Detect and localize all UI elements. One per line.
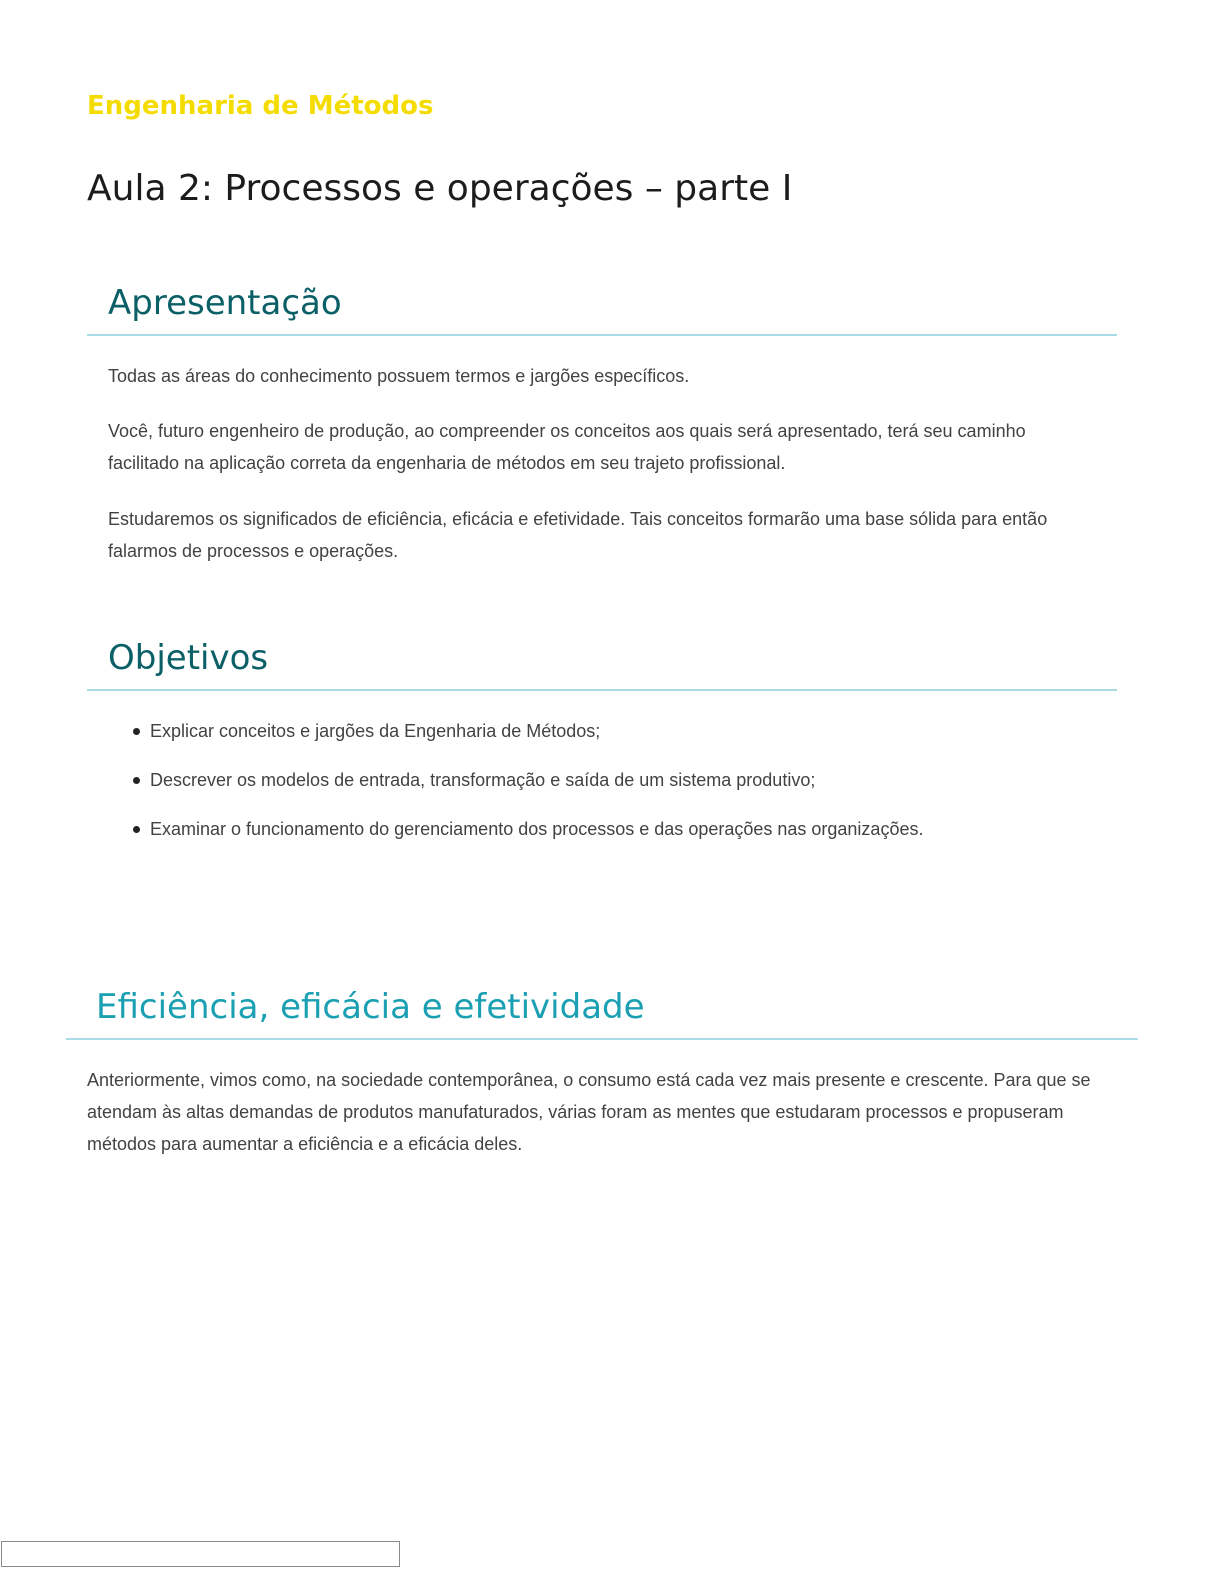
presentation-paragraph-2: Você, futuro engenheiro de produção, ao compreender os conceitos aos quais será apresentado, terá seu caminho facilitado na aplicação correta da engenharia de métodos em seu trajeto profissional.	[108, 421, 1026, 473]
objective-text: Examinar o funcionamento do gerenciamento dos processos e das operações nas organizações.	[150, 819, 924, 839]
efficiency-heading: Eficiência, eficácia e efetividade	[96, 987, 645, 1027]
bullet-icon	[133, 777, 140, 784]
efficiency-paragraph: Anteriormente, vimos como, na sociedade contemporânea, o consumo está cada vez mais presente e crescente. Para que se atendam às altas demandas de produtos manufaturados, várias foram as mentes que estudaram processos e propuseram métodos para aumentar a eficiência e a eficácia deles.	[87, 1070, 1091, 1154]
presentation-paragraph-3: Estudaremos os significados de eficiência, eficácia e efetividade. Tais conceitos formarão uma base sólida para então falarmos de processos e operações.	[108, 509, 1048, 561]
efficiency-rule	[66, 1038, 1138, 1040]
objectives-list	[130, 716, 923, 863]
presentation-heading: Apresentação	[108, 283, 342, 323]
bullet-icon	[133, 826, 140, 833]
course-title: Engenharia de Métodos	[87, 91, 434, 121]
list-item	[130, 716, 923, 765]
list-item	[130, 765, 923, 814]
objective-text: Explicar conceitos e jargões da Engenharia de Métodos;	[150, 721, 601, 741]
footer-box	[1, 1541, 400, 1567]
bullet-icon	[133, 728, 140, 735]
presentation-rule	[87, 334, 1117, 336]
presentation-paragraph-1: Todas as áreas do conhecimento possuem termos e jargões específicos.	[108, 366, 690, 386]
list-item	[130, 814, 923, 863]
lesson-title: Aula 2: Processos e operações – parte I	[87, 168, 793, 209]
objectives-heading: Objetivos	[108, 638, 269, 678]
objectives-rule	[87, 689, 1117, 691]
objective-text: Descrever os modelos de entrada, transformação e saída de um sistema produtivo;	[150, 770, 816, 790]
